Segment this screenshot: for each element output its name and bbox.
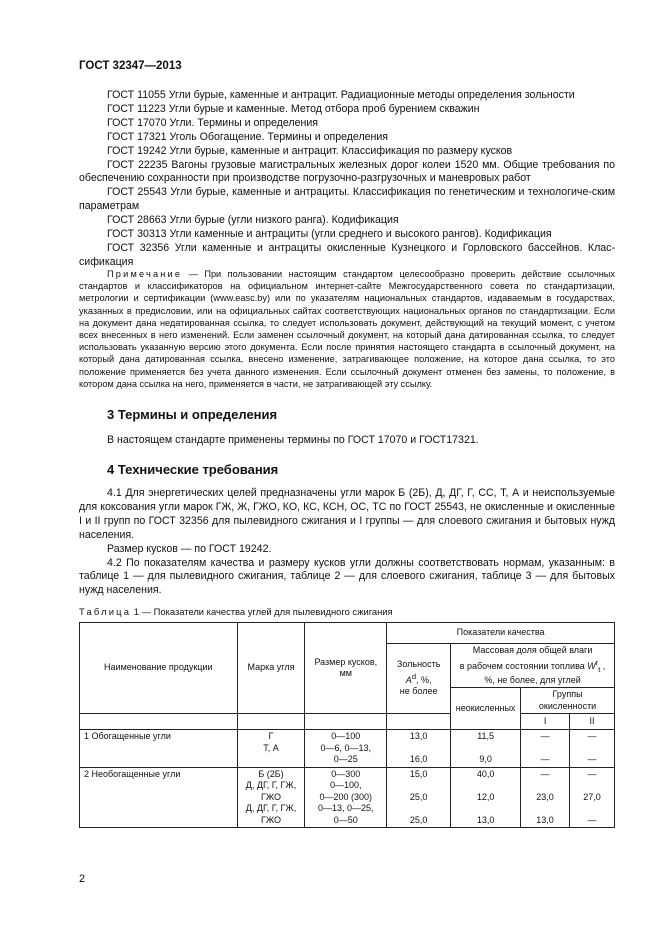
- reference-item: ГОСТ 30313 Угли каменные и антрациты (угли среднего и высокого рангов). Кодификация: [107, 228, 552, 241]
- document-header: ГОСТ 32347—2013: [79, 60, 182, 72]
- paragraph-4-2: 4.2 По показателям качества и размеру кусков угли должны соответствовать нормам, указанным: в таблице 1 — для пылевидного сжигания, таблице 2 — для слоевого сжигания, таблице 3 — для бытовых нужд населения.: [79, 556, 615, 597]
- section-3-text: В настоящем стандарте применены термины по ГОСТ 17070 и ГОСТ17321.: [107, 434, 479, 446]
- reference-item: ГОСТ 11223 Угли бурые и каменные. Метод отбора проб бурением скважин: [107, 102, 480, 115]
- header-product: Наименование продукции: [80, 623, 238, 714]
- reference-item: ГОСТ 17321 Уголь Обогащение. Термины и определения: [107, 130, 389, 143]
- paragraph-size: Размер кусков — по ГОСТ 19242.: [107, 542, 272, 555]
- table-caption-text: 1 — Показатели качества углей для пылевидного сжигания: [131, 606, 393, 617]
- paragraph-4-1: 4.1 Для энергетических целей предназначены угли марок Б (2Б), Д, ДГ, Г, СС, Т, А и неиспользуемые для коксования угли марок ГЖ, Ж, ГЖО, КО, КС, КСН, ОС, ТС по ГОСТ 25543, не окисленные и окисленные I и II групп по ГОСТ 32356 для пылевидного сжигания и I группы — для слоевого сжигания и бытовых нужд населения.: [79, 487, 615, 541]
- reference-item: ГОСТ 19242 Угли бурые, каменные и антрацит. Классификация по размеру кусков: [107, 144, 513, 157]
- table-caption: [79, 606, 393, 617]
- section-4-body: [79, 487, 615, 598]
- header-oxidation-groups: Группы окисленности: [521, 688, 615, 714]
- section-4-heading: 4 Технические требования: [107, 462, 279, 477]
- table-row: 1 Обогащенные угли Г Т, А 0—100 0—6, 0—13, 0—25 13,0 16,0 11,5 9,0 — — — —: [80, 730, 615, 768]
- header-group-1: I: [521, 714, 570, 730]
- header-moisture: Массовая доля общей влаги в рабочем состоянии топлива $W^r_t$ , %, не более, для углей: [451, 644, 615, 688]
- section-3-heading: 3 Термины и определения: [107, 407, 278, 422]
- reference-item: ГОСТ 22235 Вагоны грузовые магистральных железных дорог колеи 1520 мм. Общие требования по обеспечению сохранности при производстве погрузочно-разгрузочных и маневровых работ: [79, 158, 615, 185]
- header-quality: Показатели качества: [387, 623, 615, 644]
- reference-item: ГОСТ 17070 Угли. Термины и определения: [107, 116, 318, 129]
- header-grade: Марка угля: [237, 623, 305, 714]
- quality-table: [79, 622, 615, 828]
- reference-item: ГОСТ 25543 Угли бурые, каменные и антрациты. Классификация по генетическим и технологиче-ским параметрам: [79, 186, 615, 213]
- header-size: Размер кусков, мм: [305, 623, 387, 714]
- reference-item: ГОСТ 11055 Угли бурые, каменные и антрацит. Радиационные методы определения зольности: [107, 89, 575, 101]
- note-text: — При пользовании настоящим стандартом целесообразно проверить действие ссылочных стандартов и классификаторов на официальном интернет-сайте Межгосударственного совета по стандартизации, метрологии и сертификации (www.easc.by) или по указателям национальных стандартов, издаваемым в государствах, указанных в предисловии, или на официальных сайтах соответствующих национальных органов по стандартизации. Если на документ дана недатированная ссылка, то следует использовать документ, действующий на текущий момент, с учетом всех внесенных в него изменений. Если заменен ссылочный документ, на который дана датированная ссылка, то следует использовать указанную версию этого документа. Если после принятия настоящего стандарта в ссылочный документ, на который дана датированная ссылка, внесено изменение, затрагивающее положение, на которое дана ссылка, то это положение применяется без учета данного изменения. Если ссылочный документ отменен без замены, то положение, в котором дана ссылка на него, применяется в части, не затрагивающей эту ссылку.: [79, 269, 615, 389]
- note-label: Примечание: [107, 269, 183, 279]
- header-ash: Зольность $A^d$, %, не более: [387, 644, 451, 714]
- reference-item: ГОСТ 32356 Угли каменные и антрациты окисленные Кузнецкого и Горловского бассейнов. Клас-сификация: [79, 241, 615, 268]
- table-row: 2 Необогащенные угли Б (2Б) Д, ДГ, Г, ГЖ, ГЖО Д, ДГ, Г, ГЖ, ГЖО 0—300 0—100, 0—200 (300) 0—13, 0—25, 0—50 15,0 25,0 25,0 40,0 12,0 13,0 — 23,0 13,0 — 27,0 —: [80, 767, 615, 828]
- reference-note: [79, 268, 615, 390]
- reference-item: ГОСТ 28663 Угли бурые (угли низкого ранга). Кодификация: [107, 214, 399, 227]
- header-nonoxidized: неокисленных: [451, 688, 521, 730]
- header-group-2: II: [570, 714, 615, 730]
- page-number: 2: [79, 873, 86, 885]
- table-caption-label: Таблица: [79, 606, 132, 617]
- reference-list: [79, 89, 615, 270]
